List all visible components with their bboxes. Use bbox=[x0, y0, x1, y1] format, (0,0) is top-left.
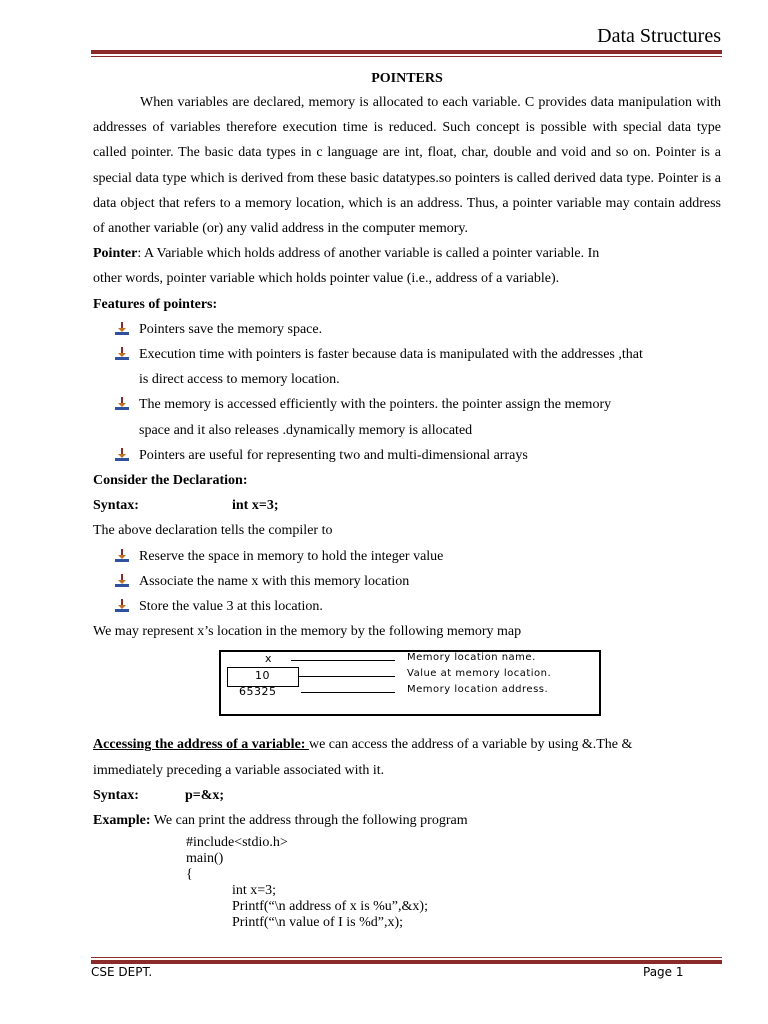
memory-value-line bbox=[298, 676, 395, 677]
memory-map-figure bbox=[219, 650, 601, 716]
arrow-bullet-icon bbox=[115, 347, 129, 361]
list-item: Pointers are useful for representing two and multi-dimensional arrays bbox=[93, 443, 699, 468]
list-item: Pointers save the memory space. bbox=[93, 317, 699, 342]
memory-name: x bbox=[265, 652, 273, 666]
example-line: Example: We can print the address through the following program bbox=[93, 813, 468, 829]
memory-address-label: Memory location address. bbox=[407, 684, 549, 696]
accessing-paragraph: Accessing the address of a variable: we can access the address of a variable by using &.The & bbox=[93, 737, 633, 753]
accessing-heading: Accessing the address of a variable: bbox=[93, 737, 309, 753]
page-content bbox=[93, 70, 721, 931]
footer-department: CSE DEPT. bbox=[91, 965, 153, 979]
code-line: { bbox=[186, 867, 193, 883]
code-block bbox=[186, 835, 721, 931]
code-line: #include<stdio.h> bbox=[186, 835, 288, 851]
memory-map-intro: We may represent x’s location in the memory by the following memory map bbox=[93, 624, 522, 640]
list-item: Execution time with pointers is faster because data is manipulated with the addresses ,that is direct access to memory location. bbox=[93, 342, 699, 392]
code-line: main() bbox=[186, 851, 224, 867]
declaration-heading: Consider the Declaration: bbox=[93, 473, 248, 489]
arrow-bullet-icon bbox=[115, 322, 129, 336]
pointer-term: Pointer bbox=[93, 246, 138, 262]
code-line: int x=3; bbox=[232, 883, 277, 899]
arrow-bullet-icon bbox=[115, 448, 129, 462]
pointer-definition-cont: other words, pointer variable which holds pointer value (i.e., address of a variable). bbox=[93, 271, 560, 287]
memory-address-line bbox=[301, 692, 395, 693]
memory-value-label: Value at memory location. bbox=[407, 668, 552, 680]
header-rule-thin bbox=[91, 56, 722, 57]
list-item: The memory is accessed efficiently with the pointers. the pointer assign the memory space and it also releases .dynamically memory is allocated bbox=[93, 392, 699, 442]
pointer-definition: Pointer: A Variable which holds address of another variable is called a pointer variable. In bbox=[93, 246, 600, 262]
header-rule bbox=[91, 50, 722, 54]
footer-rule-thin bbox=[91, 957, 722, 958]
footer-rule bbox=[91, 960, 722, 964]
footer-page-number: Page 1 bbox=[643, 965, 684, 979]
declaration-syntax: Syntax: int x=3; bbox=[93, 498, 279, 514]
arrow-bullet-icon bbox=[115, 549, 129, 563]
features-list bbox=[93, 317, 721, 468]
header-title: Data Structures bbox=[597, 25, 721, 47]
memory-name-line bbox=[291, 660, 395, 661]
memory-address: 65325 bbox=[239, 685, 277, 699]
page-title: POINTERS bbox=[371, 71, 443, 86]
accessing-paragraph-cont: immediately preceding a variable associated with it. bbox=[93, 762, 385, 778]
accessing-syntax: Syntax: p=&x; bbox=[93, 787, 225, 803]
code-line: Printf(“\n value of I is %d”,x); bbox=[232, 915, 404, 931]
arrow-bullet-icon bbox=[115, 574, 129, 588]
code-line: Printf(“\n address of x is %u”,&x); bbox=[232, 899, 428, 915]
features-heading: Features of pointers: bbox=[93, 296, 218, 312]
arrow-bullet-icon bbox=[115, 599, 129, 613]
arrow-bullet-icon bbox=[115, 397, 129, 411]
list-item: Associate the name x with this memory location bbox=[93, 569, 699, 594]
declaration-list bbox=[93, 544, 721, 620]
memory-value: 10 bbox=[255, 669, 270, 683]
list-item: Reserve the space in memory to hold the integer value bbox=[93, 544, 699, 569]
declaration-tells: The above declaration tells the compiler to bbox=[93, 523, 333, 539]
list-item: Store the value 3 at this location. bbox=[93, 594, 699, 619]
intro-paragraph: When variables are declared, memory is allocated to each variable. C provides data manipulation with addresses of variables therefore execution time is reduced. Such concept is possible with special data type called pointer. The basic data types in c language are int, float, char, double and void and so on. Pointer is a special data type which is derived from these basic datatypes.so pointers is called derived data type. Pointer is a data object that refers to a memory location, which is an address. Thus, a pointer variable may contain address of another variable (or) any valid address in the computer memory. bbox=[93, 95, 721, 237]
memory-name-label: Memory location name. bbox=[407, 652, 536, 664]
